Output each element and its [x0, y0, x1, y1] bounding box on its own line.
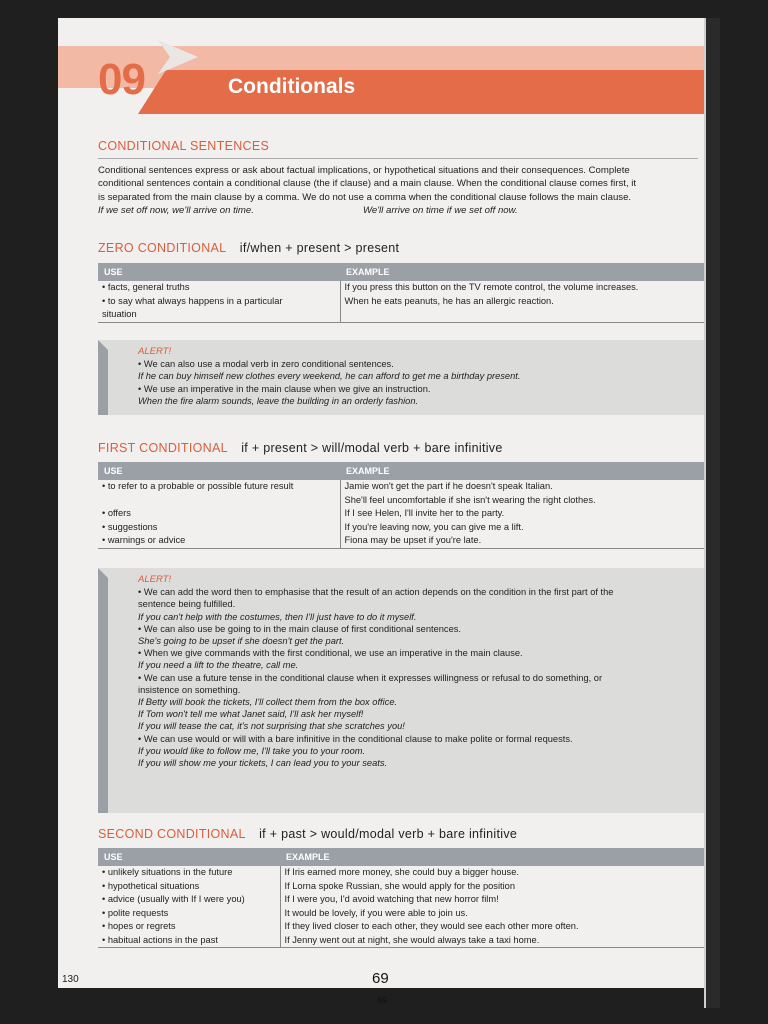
alert-note: sentence being fulfilled.	[138, 599, 236, 610]
use-cell: • facts, general truths	[98, 281, 340, 295]
table-row	[98, 507, 706, 521]
table-row	[98, 494, 706, 508]
alert-note: • We use an imperative in the main clause when we give an instruction.	[138, 383, 431, 394]
use-cell: • to refer to a probable or possible future result	[98, 480, 340, 494]
alert-example: If you need a lift to the theatre, call me.	[138, 660, 299, 671]
table-row	[98, 534, 706, 548]
use-cell: • habitual actions in the past	[98, 934, 280, 948]
zero-heading-label: ZERO CONDITIONAL	[98, 241, 226, 255]
table-row	[98, 308, 706, 322]
first-heading-label: FIRST CONDITIONAL	[98, 441, 228, 455]
table-row	[98, 521, 706, 535]
first-conditional-table	[98, 462, 706, 549]
example-cell: When he eats peanuts, he has an allergic reaction.	[344, 295, 554, 306]
col-header-use: USE	[98, 263, 340, 281]
alert-tab	[98, 568, 108, 813]
chapter-title: Conditionals	[228, 75, 356, 98]
alert-tab	[98, 340, 108, 415]
alert-note: insistence on something.	[138, 684, 241, 695]
alert-example: If you can't help with the costumes, then I'll just have to do it myself.	[138, 611, 417, 622]
chapter-number: 09	[98, 55, 145, 104]
alert-note: • When we give commands with the first conditional, we use an imperative in the main clause.	[138, 648, 523, 659]
alert-note: • We can also use be going to in the main clause of first conditional sentences.	[138, 623, 461, 634]
use-cell: • hypothetical situations	[98, 880, 280, 894]
table-row	[98, 480, 706, 494]
section-heading-first-conditional	[98, 441, 503, 455]
example-cell	[340, 308, 706, 322]
table-row	[98, 281, 706, 295]
alert-example: If he can buy himself new clothes every weekend, he can afford to get me a birthday present.	[138, 371, 521, 382]
alert-note: • We can use would or will with a bare infinitive in the conditional clause to make polite or formal requests.	[138, 733, 573, 744]
intro-line: conditional sentences contain a conditional clause (the if clause) and a main clause. When the conditional clause comes first, it	[98, 178, 637, 190]
page-number-left: 130	[62, 974, 79, 985]
table-row	[98, 920, 706, 934]
section-heading-conditional-sentences: CONDITIONAL SENTENCES	[98, 139, 270, 153]
example-cell: It would be lovely, if you were able to join us.	[284, 907, 468, 918]
col-header-example: EXAMPLE	[280, 848, 706, 866]
second-formula: if + past > would/modal verb + bare infinitive	[259, 827, 518, 841]
alert-title: ALERT!	[138, 574, 172, 585]
alert-title: ALERT!	[138, 346, 172, 357]
col-header-example: EXAMPLE	[340, 263, 706, 281]
example-cell: Jamie won't get the part if he doesn't speak Italian.	[344, 481, 553, 491]
alert-example: She's going to be upset if she doesn't get the part.	[138, 636, 345, 647]
example-cell: She'll feel uncomfortable if she isn't wearing the right clothes.	[344, 494, 596, 505]
alert-example: If Tom won't tell me what Janet said, I'll ask her myself!	[138, 709, 364, 720]
alert-example: If you will show me your tickets, I can lead you to your seats.	[138, 758, 388, 769]
table-row	[98, 880, 706, 894]
intro-line: Conditional sentences express or ask about factual implications, or hypothetical situations and their consequences. Complete	[98, 165, 630, 176]
example-cell: If I were you, I'd avoid watching that new horror film!	[284, 894, 499, 904]
example-cell: If you're leaving now, you can give me a lift.	[344, 521, 524, 532]
use-cell: situation	[98, 308, 340, 322]
alert-lines	[138, 586, 700, 769]
use-cell: • offers	[98, 507, 340, 521]
alert-lines	[138, 358, 700, 407]
intro-example-right: We'll arrive on time if we set off now.	[363, 205, 518, 217]
use-cell	[98, 494, 340, 508]
intro-paragraph	[98, 158, 698, 218]
use-cell: • to say what always happens in a particular	[98, 295, 340, 309]
alert-note: • We can also use a modal verb in zero conditional sentences.	[138, 359, 394, 370]
page-number-center: 69	[372, 970, 389, 987]
intro-lines	[98, 164, 698, 204]
alert-example: If Betty will book the tickets, I'll collect them from the box office.	[138, 697, 398, 708]
chapter-header-bar	[138, 70, 706, 114]
use-cell: • hopes or regrets	[98, 920, 280, 934]
table-row	[98, 893, 706, 907]
section-heading-second-conditional	[98, 827, 517, 841]
alert-note: • We can add the word then to emphasise that the result of an action depends on the condition in the first part of the	[138, 587, 614, 598]
zero-conditional-table	[98, 263, 706, 323]
book-spine-shadow	[706, 18, 720, 1008]
intro-examples	[98, 204, 698, 217]
use-cell: • warnings or advice	[98, 534, 340, 548]
col-header-example: EXAMPLE	[340, 462, 706, 480]
second-heading-label: SECOND CONDITIONAL	[98, 827, 246, 841]
example-cell: If I see Helen, I'll invite her to the party.	[344, 508, 505, 518]
example-cell: If they lived closer to each other, they would see each other more often.	[284, 921, 579, 931]
intro-line: is separated from the main clause by a comma. We do not use a comma when the conditional clause follows the main clause.	[98, 191, 632, 203]
section-heading-zero-conditional	[98, 241, 399, 255]
example-cell: If you press this button on the TV remote control, the volume increases.	[344, 282, 639, 292]
use-cell: • polite requests	[98, 907, 280, 921]
use-cell: • suggestions	[98, 521, 340, 535]
example-cell: If Lorna spoke Russian, she would apply for the position	[284, 880, 515, 891]
example-cell: If Iris earned more money, she could buy a bigger house.	[284, 867, 519, 877]
table-row	[98, 934, 706, 948]
table-row	[98, 295, 706, 309]
use-cell: • advice (usually with If I were you)	[98, 893, 280, 907]
alert-box-zero	[98, 340, 706, 415]
intro-example-left: If we set off now, we'll arrive on time.	[98, 205, 254, 217]
example-cell: Fiona may be upset if you're late.	[340, 534, 706, 548]
zero-formula: if/when + present > present	[239, 241, 400, 255]
alert-example: When the fire alarm sounds, leave the building in an orderly fashion.	[138, 395, 419, 406]
second-conditional-table	[98, 848, 706, 948]
alert-box-first	[98, 568, 706, 813]
first-formula: if + present > will/modal verb + bare infinitive	[241, 441, 503, 455]
col-header-use: USE	[98, 462, 340, 480]
table-row	[98, 907, 706, 921]
table-row	[98, 866, 706, 880]
alert-example: If you will tease the cat, it's not surprising that she scratches you!	[138, 721, 405, 732]
page-number-small: 69	[378, 996, 387, 1005]
book-page	[58, 18, 706, 988]
alert-note: • We can use a future tense in the conditional clause when it expresses willingness or refusal to do something, or	[138, 672, 603, 683]
example-cell: If Jenny went out at night, she would always take a taxi home.	[280, 934, 706, 948]
col-header-use: USE	[98, 848, 280, 866]
alert-example: If you would like to follow me, I'll take you to your room.	[138, 745, 366, 756]
use-cell: • unlikely situations in the future	[98, 866, 280, 880]
